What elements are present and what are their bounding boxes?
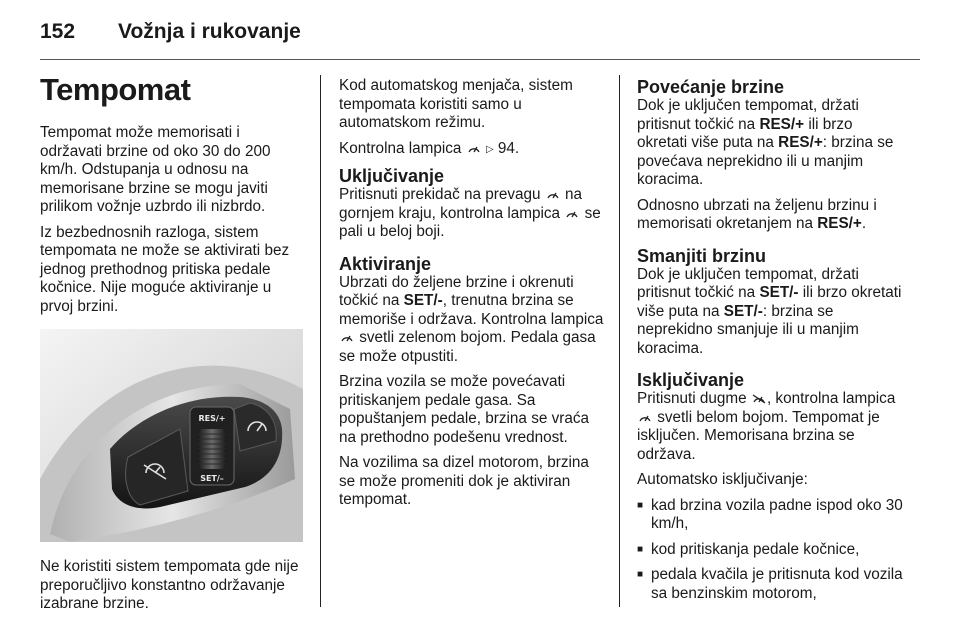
list-item: ■ pedala kvačila je pritisnuta kod vozila sa benzinskim motorom,: [637, 566, 905, 603]
chapter-title: Vožnja i rukovanje: [118, 20, 301, 43]
column-divider: [320, 75, 321, 607]
paragraph: Pritisnuti prekidač na prevagu na gornjem kraju, kontrolna lampica se pali u beloj boji.: [339, 186, 601, 240]
triangle-reference-icon: ▷: [485, 143, 494, 155]
paragraph: Kod automatskog menjača, sistem tempomata koristiti samo u automatskom režimu.: [339, 77, 573, 131]
list-item: ■ kad brzina vozila padne ispod oko 30 km/h,: [637, 497, 905, 534]
paragraph: Ne koristiti sistem tempomata gde nije preporučljivo konstantno održavanje izabrane brzine.: [40, 558, 299, 612]
paragraph: Odnosno ubrzati na željenu brzinu i memorisati okretanjem na RES/+.: [637, 196, 877, 232]
speedometer-icon: [340, 331, 354, 343]
paragraph: Tempomat može memorisati i održavati brzine od oko 30 do 200 km/h. Odstupanja u odnosu na memorisane brzine se mogu javiti prilikom vožnje uzbrdo ili nizbrdo.: [40, 124, 271, 215]
list-item: ■ kod pritiskanja pedale kočnice,: [637, 541, 905, 560]
steering-wheel-controls-image: [40, 329, 303, 542]
column-2: [339, 77, 604, 517]
speedometer-icon: [638, 411, 652, 423]
heading-iskljucivanje: Isključivanje: [637, 370, 745, 390]
paragraph: Brzina vozila se može povećavati pritiskanjem pedale gasa. Sa popuštanjem pedale, brzina se vraća na prethodno podešenu vrednost.: [339, 373, 590, 446]
header-rule: [40, 59, 920, 60]
heading-aktiviranje: Aktiviranje: [339, 253, 432, 274]
heading-povecanje-brzine: Povećanje brzine: [637, 77, 785, 97]
paragraph: Iz bezbednosnih razloga, sistem tempomata ne može se aktivirati bez jednog prethodnog pritiska pedale kočnice. Nije moguće aktiviranje u prvoj brzini.: [40, 223, 290, 315]
paragraph: Ubrzati do željene brzine i okrenuti točkić na SET/-, trenutna brzina se memoriše i održava. Kontrolna lampica svetli zelenom bojom. Pedala gasa se može otpustiti.: [339, 273, 604, 365]
paragraph: Kontrolna lampica ▷ 94.: [339, 140, 604, 160]
paragraph: Dok je uključen tempomat, držati pritisnut točkić na SET/- ili brzo okretati više puta na SET/-: brzina se neprekidno smanjuje ili u manjim koracima.: [637, 265, 902, 357]
speedometer-icon: [565, 207, 579, 219]
paragraph: Na vozilima sa dizel motorom, brzina se može promeniti dok je aktiviran tempomat.: [339, 454, 589, 508]
heading-smanjiti-brzinu: Smanjiti brzinu: [637, 245, 767, 266]
paragraph: Automatsko isključivanje:: [637, 471, 808, 488]
column-1: [40, 72, 305, 621]
page-number: 152: [40, 20, 76, 43]
page-header: [40, 20, 920, 64]
section-title: Tempomat: [40, 72, 191, 107]
speedometer-icon: [546, 188, 560, 200]
column-3: [637, 77, 905, 610]
paragraph: Pritisnuti dugme , kontrolna lampica svetli belom bojom. Tempomat je isključen. Memorisana brzina se održava.: [637, 390, 896, 463]
bullet-list: [637, 497, 905, 604]
column-divider: [619, 75, 620, 607]
paragraph: Dok je uključen tempomat, držati pritisnut točkić na RES/+ ili brzo okretati više puta na RES/+: brzina se povećava neprekidno ili u manjim koracima.: [637, 97, 894, 188]
heading-ukljucivanje: Uključivanje: [339, 166, 445, 186]
speedometer-cancel-icon: [752, 392, 766, 404]
set-minus-label: SET/–: [200, 474, 224, 483]
res-plus-label: RES/+: [198, 414, 226, 423]
speedometer-icon: [467, 142, 481, 154]
